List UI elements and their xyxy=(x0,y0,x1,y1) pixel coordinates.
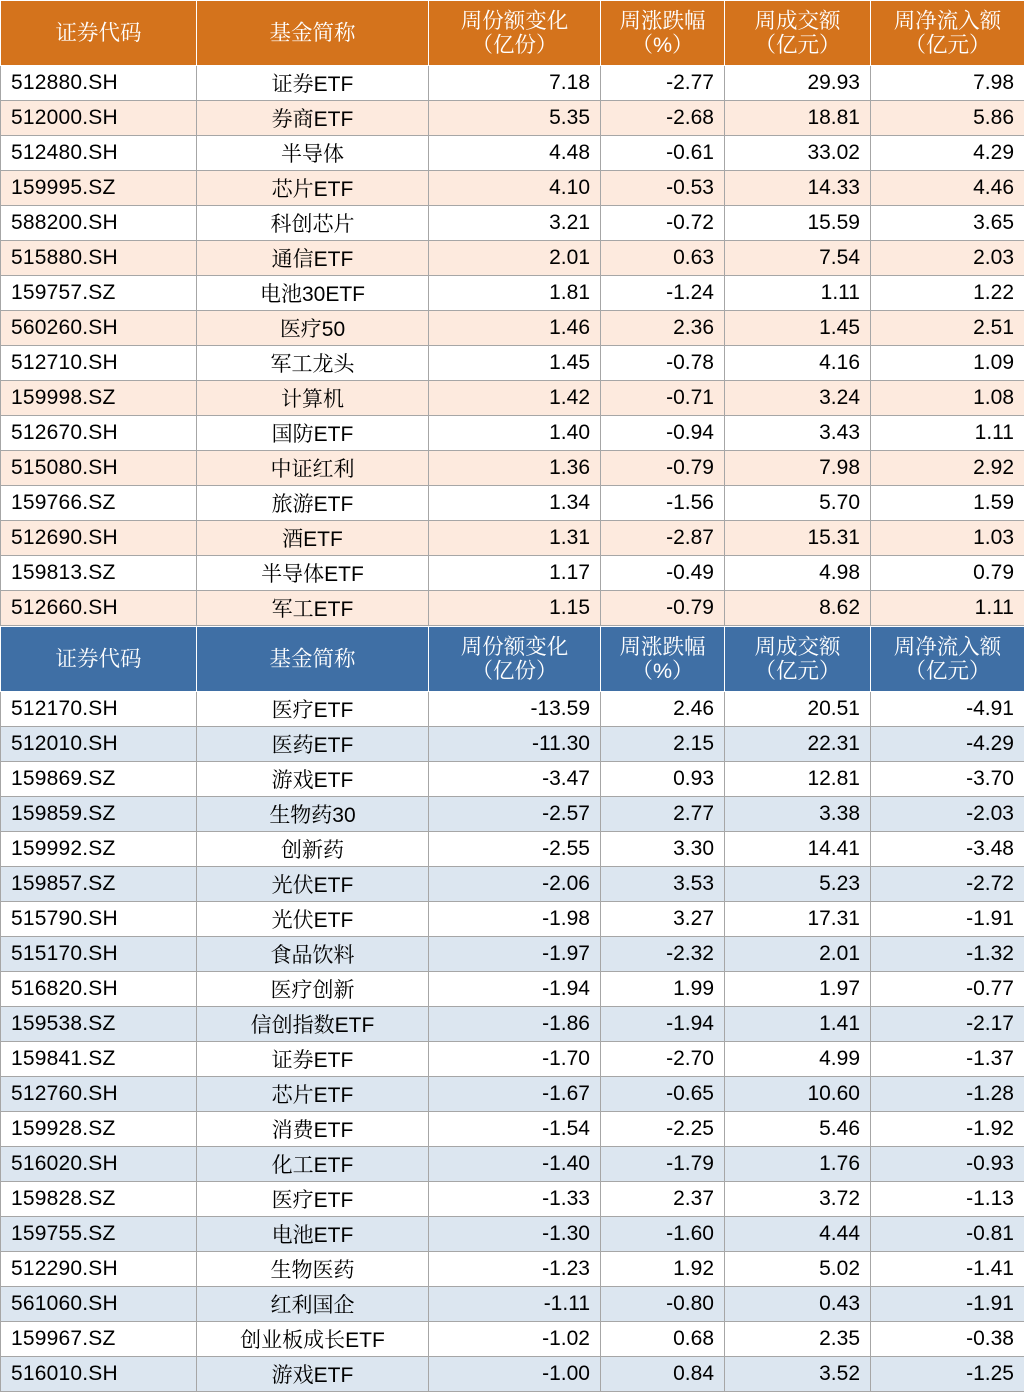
cell-turnover: 1.11 xyxy=(725,276,871,311)
cell-weekly-change: 0.84 xyxy=(601,1357,725,1392)
cell-fund-name: 科创芯片 xyxy=(197,206,429,241)
cell-share-change: 3.21 xyxy=(429,206,601,241)
cell-net-inflow: -0.38 xyxy=(871,1322,1024,1357)
cell-weekly-change: 1.92 xyxy=(601,1252,725,1287)
table-row xyxy=(1,416,1024,451)
cell-turnover: 33.02 xyxy=(725,136,871,171)
cell-net-inflow: -1.25 xyxy=(871,1357,1024,1392)
cell-net-inflow: -1.41 xyxy=(871,1252,1024,1287)
cell-turnover: 20.51 xyxy=(725,692,871,727)
column-header-code xyxy=(1,627,197,692)
table-row xyxy=(1,486,1024,521)
column-header-net-inflow xyxy=(871,1,1024,66)
cell-turnover: 1.41 xyxy=(725,1007,871,1042)
cell-share-change: -2.55 xyxy=(429,832,601,867)
column-header-share-change-line2: （亿份） xyxy=(437,659,592,683)
cell-weekly-change: -2.87 xyxy=(601,521,725,556)
cell-code: 512010.SH xyxy=(1,727,197,762)
cell-share-change: 1.34 xyxy=(429,486,601,521)
cell-net-inflow: 1.22 xyxy=(871,276,1024,311)
column-header-weekly-change xyxy=(601,1,725,66)
cell-turnover: 3.38 xyxy=(725,797,871,832)
cell-share-change: -1.23 xyxy=(429,1252,601,1287)
cell-net-inflow: -0.81 xyxy=(871,1217,1024,1252)
column-header-code-line1: 证券代码 xyxy=(9,21,188,45)
cell-net-inflow: 4.46 xyxy=(871,171,1024,206)
cell-code: 159538.SZ xyxy=(1,1007,197,1042)
column-header-weekly-change-line2: （%） xyxy=(609,33,716,57)
cell-share-change: -11.30 xyxy=(429,727,601,762)
cell-weekly-change: 2.46 xyxy=(601,692,725,727)
table-row xyxy=(1,101,1024,136)
column-header-share-change xyxy=(429,627,601,692)
cell-turnover: 10.60 xyxy=(725,1077,871,1112)
cell-share-change: -2.57 xyxy=(429,797,601,832)
cell-fund-name: 半导体ETF xyxy=(197,556,429,591)
cell-code: 512690.SH xyxy=(1,521,197,556)
cell-turnover: 15.31 xyxy=(725,521,871,556)
column-header-net-inflow-line2: （亿元） xyxy=(879,33,1016,57)
cell-share-change: -1.02 xyxy=(429,1322,601,1357)
column-header-code-line1: 证券代码 xyxy=(9,647,188,671)
cell-fund-name: 游戏ETF xyxy=(197,762,429,797)
cell-weekly-change: -1.24 xyxy=(601,276,725,311)
cell-fund-name: 军工ETF xyxy=(197,591,429,626)
cell-share-change: 1.17 xyxy=(429,556,601,591)
cell-turnover: 1.45 xyxy=(725,311,871,346)
cell-share-change: 1.46 xyxy=(429,311,601,346)
cell-weekly-change: 3.30 xyxy=(601,832,725,867)
cell-turnover: 7.54 xyxy=(725,241,871,276)
cell-net-inflow: 1.59 xyxy=(871,486,1024,521)
column-header-fund-name xyxy=(197,627,429,692)
column-header-turnover-line2: （亿元） xyxy=(733,659,862,683)
cell-share-change: 1.36 xyxy=(429,451,601,486)
cell-share-change: -1.00 xyxy=(429,1357,601,1392)
cell-net-inflow: -2.17 xyxy=(871,1007,1024,1042)
outflow-table-body xyxy=(1,692,1024,1392)
cell-weekly-change: 3.53 xyxy=(601,867,725,902)
table-row xyxy=(1,832,1024,867)
cell-code: 159967.SZ xyxy=(1,1322,197,1357)
cell-code: 512880.SH xyxy=(1,66,197,101)
cell-code: 512760.SH xyxy=(1,1077,197,1112)
cell-turnover: 5.23 xyxy=(725,867,871,902)
cell-net-inflow: 1.08 xyxy=(871,381,1024,416)
cell-weekly-change: -0.79 xyxy=(601,451,725,486)
cell-fund-name: 券商ETF xyxy=(197,101,429,136)
column-header-turnover-line1: 周成交额 xyxy=(733,9,862,33)
cell-share-change: 4.48 xyxy=(429,136,601,171)
cell-net-inflow: -3.48 xyxy=(871,832,1024,867)
column-header-net-inflow-line1: 周净流入额 xyxy=(879,9,1016,33)
cell-fund-name: 医疗50 xyxy=(197,311,429,346)
cell-code: 159828.SZ xyxy=(1,1182,197,1217)
table-header-row xyxy=(1,627,1024,692)
table-row xyxy=(1,937,1024,972)
table-row xyxy=(1,762,1024,797)
column-header-turnover-line2: （亿元） xyxy=(733,33,862,57)
cell-weekly-change: -1.56 xyxy=(601,486,725,521)
table-row xyxy=(1,972,1024,1007)
column-header-net-inflow-line2: （亿元） xyxy=(879,659,1016,683)
cell-turnover: 15.59 xyxy=(725,206,871,241)
cell-share-change: 7.18 xyxy=(429,66,601,101)
cell-fund-name: 生物医药 xyxy=(197,1252,429,1287)
cell-share-change: -13.59 xyxy=(429,692,601,727)
cell-weekly-change: -2.70 xyxy=(601,1042,725,1077)
cell-fund-name: 旅游ETF xyxy=(197,486,429,521)
column-header-turnover xyxy=(725,1,871,66)
cell-code: 159928.SZ xyxy=(1,1112,197,1147)
cell-net-inflow: 1.03 xyxy=(871,521,1024,556)
column-header-share-change-line1: 周份额变化 xyxy=(437,635,592,659)
cell-share-change: -1.70 xyxy=(429,1042,601,1077)
cell-code: 512170.SH xyxy=(1,692,197,727)
cell-code: 512660.SH xyxy=(1,591,197,626)
cell-turnover: 3.52 xyxy=(725,1357,871,1392)
cell-fund-name: 证券ETF xyxy=(197,1042,429,1077)
cell-fund-name: 通信ETF xyxy=(197,241,429,276)
cell-fund-name: 红利国企 xyxy=(197,1287,429,1322)
cell-weekly-change: -0.80 xyxy=(601,1287,725,1322)
inflow-table xyxy=(0,0,1024,626)
cell-net-inflow: 5.86 xyxy=(871,101,1024,136)
cell-fund-name: 酒ETF xyxy=(197,521,429,556)
cell-code: 515170.SH xyxy=(1,937,197,972)
cell-fund-name: 光伏ETF xyxy=(197,867,429,902)
cell-fund-name: 芯片ETF xyxy=(197,171,429,206)
cell-fund-name: 计算机 xyxy=(197,381,429,416)
cell-turnover: 4.16 xyxy=(725,346,871,381)
cell-fund-name: 半导体 xyxy=(197,136,429,171)
cell-weekly-change: -0.49 xyxy=(601,556,725,591)
table-row xyxy=(1,902,1024,937)
cell-share-change: -1.40 xyxy=(429,1147,601,1182)
cell-code: 159857.SZ xyxy=(1,867,197,902)
cell-share-change: 5.35 xyxy=(429,101,601,136)
cell-share-change: 1.45 xyxy=(429,346,601,381)
table-row xyxy=(1,1252,1024,1287)
cell-weekly-change: -0.72 xyxy=(601,206,725,241)
cell-net-inflow: -1.91 xyxy=(871,902,1024,937)
cell-net-inflow: -3.70 xyxy=(871,762,1024,797)
table-row xyxy=(1,521,1024,556)
cell-fund-name: 生物药30 xyxy=(197,797,429,832)
table-row xyxy=(1,171,1024,206)
table-row xyxy=(1,66,1024,101)
table-header-row xyxy=(1,1,1024,66)
cell-weekly-change: -0.53 xyxy=(601,171,725,206)
cell-turnover: 0.43 xyxy=(725,1287,871,1322)
cell-turnover: 18.81 xyxy=(725,101,871,136)
cell-fund-name: 创业板成长ETF xyxy=(197,1322,429,1357)
cell-weekly-change: 2.15 xyxy=(601,727,725,762)
cell-net-inflow: 2.51 xyxy=(871,311,1024,346)
cell-share-change: 1.42 xyxy=(429,381,601,416)
cell-turnover: 14.33 xyxy=(725,171,871,206)
cell-net-inflow: -1.32 xyxy=(871,937,1024,972)
cell-turnover: 3.72 xyxy=(725,1182,871,1217)
table-row xyxy=(1,1042,1024,1077)
column-header-share-change xyxy=(429,1,601,66)
cell-fund-name: 医药ETF xyxy=(197,727,429,762)
cell-weekly-change: -2.68 xyxy=(601,101,725,136)
cell-net-inflow: -1.92 xyxy=(871,1112,1024,1147)
inflow-table-body xyxy=(1,66,1024,626)
cell-share-change: 1.40 xyxy=(429,416,601,451)
cell-share-change: -3.47 xyxy=(429,762,601,797)
cell-code: 512000.SH xyxy=(1,101,197,136)
cell-turnover: 14.41 xyxy=(725,832,871,867)
cell-weekly-change: 0.93 xyxy=(601,762,725,797)
cell-weekly-change: -0.61 xyxy=(601,136,725,171)
cell-fund-name: 电池30ETF xyxy=(197,276,429,311)
column-header-turnover-line1: 周成交额 xyxy=(733,635,862,659)
cell-fund-name: 食品饮料 xyxy=(197,937,429,972)
cell-code: 512290.SH xyxy=(1,1252,197,1287)
cell-weekly-change: -2.25 xyxy=(601,1112,725,1147)
cell-code: 516010.SH xyxy=(1,1357,197,1392)
table-row xyxy=(1,1287,1024,1322)
cell-code: 159766.SZ xyxy=(1,486,197,521)
cell-weekly-change: -1.60 xyxy=(601,1217,725,1252)
cell-fund-name: 证券ETF xyxy=(197,66,429,101)
cell-share-change: 1.31 xyxy=(429,521,601,556)
table-row xyxy=(1,346,1024,381)
cell-turnover: 8.62 xyxy=(725,591,871,626)
cell-net-inflow: -1.13 xyxy=(871,1182,1024,1217)
column-header-weekly-change-line2: （%） xyxy=(609,659,716,683)
column-header-weekly-change-line1: 周涨跌幅 xyxy=(609,635,716,659)
table-row xyxy=(1,1182,1024,1217)
cell-net-inflow: -4.91 xyxy=(871,692,1024,727)
cell-share-change: -1.54 xyxy=(429,1112,601,1147)
cell-turnover: 29.93 xyxy=(725,66,871,101)
cell-code: 159992.SZ xyxy=(1,832,197,867)
cell-share-change: -1.67 xyxy=(429,1077,601,1112)
cell-fund-name: 国防ETF xyxy=(197,416,429,451)
cell-net-inflow: 1.09 xyxy=(871,346,1024,381)
table-row xyxy=(1,797,1024,832)
cell-net-inflow: -0.93 xyxy=(871,1147,1024,1182)
cell-weekly-change: 1.99 xyxy=(601,972,725,1007)
cell-net-inflow: -0.77 xyxy=(871,972,1024,1007)
cell-fund-name: 医疗ETF xyxy=(197,1182,429,1217)
table-row xyxy=(1,311,1024,346)
cell-net-inflow: -1.91 xyxy=(871,1287,1024,1322)
cell-turnover: 7.98 xyxy=(725,451,871,486)
table-row xyxy=(1,136,1024,171)
cell-turnover: 2.35 xyxy=(725,1322,871,1357)
column-header-turnover xyxy=(725,627,871,692)
cell-turnover: 4.44 xyxy=(725,1217,871,1252)
cell-net-inflow: -1.37 xyxy=(871,1042,1024,1077)
table-row xyxy=(1,1112,1024,1147)
table-row xyxy=(1,276,1024,311)
cell-fund-name: 信创指数ETF xyxy=(197,1007,429,1042)
cell-code: 516020.SH xyxy=(1,1147,197,1182)
cell-share-change: 1.15 xyxy=(429,591,601,626)
table-row xyxy=(1,206,1024,241)
table-row xyxy=(1,591,1024,626)
cell-turnover: 1.76 xyxy=(725,1147,871,1182)
cell-turnover: 4.98 xyxy=(725,556,871,591)
cell-fund-name: 军工龙头 xyxy=(197,346,429,381)
table-row xyxy=(1,727,1024,762)
cell-weekly-change: 0.63 xyxy=(601,241,725,276)
cell-code: 512710.SH xyxy=(1,346,197,381)
cell-code: 561060.SH xyxy=(1,1287,197,1322)
column-header-share-change-line1: 周份额变化 xyxy=(437,9,592,33)
table-row xyxy=(1,1322,1024,1357)
table-row xyxy=(1,1147,1024,1182)
cell-share-change: 1.81 xyxy=(429,276,601,311)
cell-turnover: 12.81 xyxy=(725,762,871,797)
table-row xyxy=(1,381,1024,416)
cell-net-inflow: -2.72 xyxy=(871,867,1024,902)
cell-fund-name: 中证红利 xyxy=(197,451,429,486)
cell-code: 560260.SH xyxy=(1,311,197,346)
cell-net-inflow: 4.29 xyxy=(871,136,1024,171)
cell-weekly-change: -1.79 xyxy=(601,1147,725,1182)
cell-fund-name: 游戏ETF xyxy=(197,1357,429,1392)
outflow-table xyxy=(0,626,1024,1392)
column-header-fund-name xyxy=(197,1,429,66)
cell-net-inflow: 2.92 xyxy=(871,451,1024,486)
column-header-weekly-change-line1: 周涨跌幅 xyxy=(609,9,716,33)
cell-weekly-change: 3.27 xyxy=(601,902,725,937)
cell-fund-name: 医疗ETF xyxy=(197,692,429,727)
column-header-share-change-line2: （亿份） xyxy=(437,33,592,57)
cell-weekly-change: 2.36 xyxy=(601,311,725,346)
cell-weekly-change: -2.77 xyxy=(601,66,725,101)
cell-code: 159755.SZ xyxy=(1,1217,197,1252)
cell-code: 515880.SH xyxy=(1,241,197,276)
cell-fund-name: 消费ETF xyxy=(197,1112,429,1147)
cell-share-change: -1.97 xyxy=(429,937,601,972)
cell-code: 516820.SH xyxy=(1,972,197,1007)
cell-share-change: 4.10 xyxy=(429,171,601,206)
cell-turnover: 2.01 xyxy=(725,937,871,972)
cell-weekly-change: 0.68 xyxy=(601,1322,725,1357)
column-header-fund-name-line1: 基金简称 xyxy=(205,21,420,45)
cell-code: 159995.SZ xyxy=(1,171,197,206)
table-row xyxy=(1,1007,1024,1042)
cell-net-inflow: -4.29 xyxy=(871,727,1024,762)
cell-code: 159757.SZ xyxy=(1,276,197,311)
cell-code: 512670.SH xyxy=(1,416,197,451)
cell-net-inflow: 3.65 xyxy=(871,206,1024,241)
cell-weekly-change: -0.78 xyxy=(601,346,725,381)
cell-share-change: -1.30 xyxy=(429,1217,601,1252)
cell-net-inflow: -1.28 xyxy=(871,1077,1024,1112)
table-row xyxy=(1,1077,1024,1112)
cell-share-change: -1.98 xyxy=(429,902,601,937)
table-row xyxy=(1,1217,1024,1252)
cell-fund-name: 医疗创新 xyxy=(197,972,429,1007)
column-header-fund-name-line1: 基金简称 xyxy=(205,647,420,671)
cell-share-change: -2.06 xyxy=(429,867,601,902)
cell-turnover: 3.43 xyxy=(725,416,871,451)
column-header-code xyxy=(1,1,197,66)
cell-turnover: 5.46 xyxy=(725,1112,871,1147)
cell-fund-name: 芯片ETF xyxy=(197,1077,429,1112)
column-header-weekly-change xyxy=(601,627,725,692)
table-row xyxy=(1,1357,1024,1392)
column-header-net-inflow xyxy=(871,627,1024,692)
cell-turnover: 5.02 xyxy=(725,1252,871,1287)
cell-code: 159813.SZ xyxy=(1,556,197,591)
table-row xyxy=(1,692,1024,727)
cell-share-change: 2.01 xyxy=(429,241,601,276)
table-row xyxy=(1,556,1024,591)
cell-weekly-change: -0.65 xyxy=(601,1077,725,1112)
cell-net-inflow: 1.11 xyxy=(871,591,1024,626)
cell-share-change: -1.94 xyxy=(429,972,601,1007)
cell-share-change: -1.86 xyxy=(429,1007,601,1042)
cell-code: 512480.SH xyxy=(1,136,197,171)
cell-turnover: 4.99 xyxy=(725,1042,871,1077)
cell-fund-name: 光伏ETF xyxy=(197,902,429,937)
cell-turnover: 17.31 xyxy=(725,902,871,937)
table-row xyxy=(1,241,1024,276)
cell-turnover: 5.70 xyxy=(725,486,871,521)
cell-share-change: -1.11 xyxy=(429,1287,601,1322)
table-row xyxy=(1,867,1024,902)
cell-code: 515080.SH xyxy=(1,451,197,486)
cell-net-inflow: 2.03 xyxy=(871,241,1024,276)
cell-weekly-change: 2.77 xyxy=(601,797,725,832)
cell-weekly-change: -1.94 xyxy=(601,1007,725,1042)
cell-code: 515790.SH xyxy=(1,902,197,937)
cell-weekly-change: 2.37 xyxy=(601,1182,725,1217)
cell-turnover: 1.97 xyxy=(725,972,871,1007)
cell-fund-name: 化工ETF xyxy=(197,1147,429,1182)
cell-code: 159998.SZ xyxy=(1,381,197,416)
cell-net-inflow: 0.79 xyxy=(871,556,1024,591)
column-header-net-inflow-line1: 周净流入额 xyxy=(879,635,1016,659)
cell-weekly-change: -0.79 xyxy=(601,591,725,626)
cell-net-inflow: -2.03 xyxy=(871,797,1024,832)
cell-code: 159869.SZ xyxy=(1,762,197,797)
cell-weekly-change: -2.32 xyxy=(601,937,725,972)
cell-weekly-change: -0.94 xyxy=(601,416,725,451)
cell-net-inflow: 1.11 xyxy=(871,416,1024,451)
cell-fund-name: 创新药 xyxy=(197,832,429,867)
cell-net-inflow: 7.98 xyxy=(871,66,1024,101)
cell-turnover: 3.24 xyxy=(725,381,871,416)
table-row xyxy=(1,451,1024,486)
cell-share-change: -1.33 xyxy=(429,1182,601,1217)
cell-fund-name: 电池ETF xyxy=(197,1217,429,1252)
cell-weekly-change: -0.71 xyxy=(601,381,725,416)
cell-code: 159859.SZ xyxy=(1,797,197,832)
cell-code: 159841.SZ xyxy=(1,1042,197,1077)
cell-turnover: 22.31 xyxy=(725,727,871,762)
cell-code: 588200.SH xyxy=(1,206,197,241)
